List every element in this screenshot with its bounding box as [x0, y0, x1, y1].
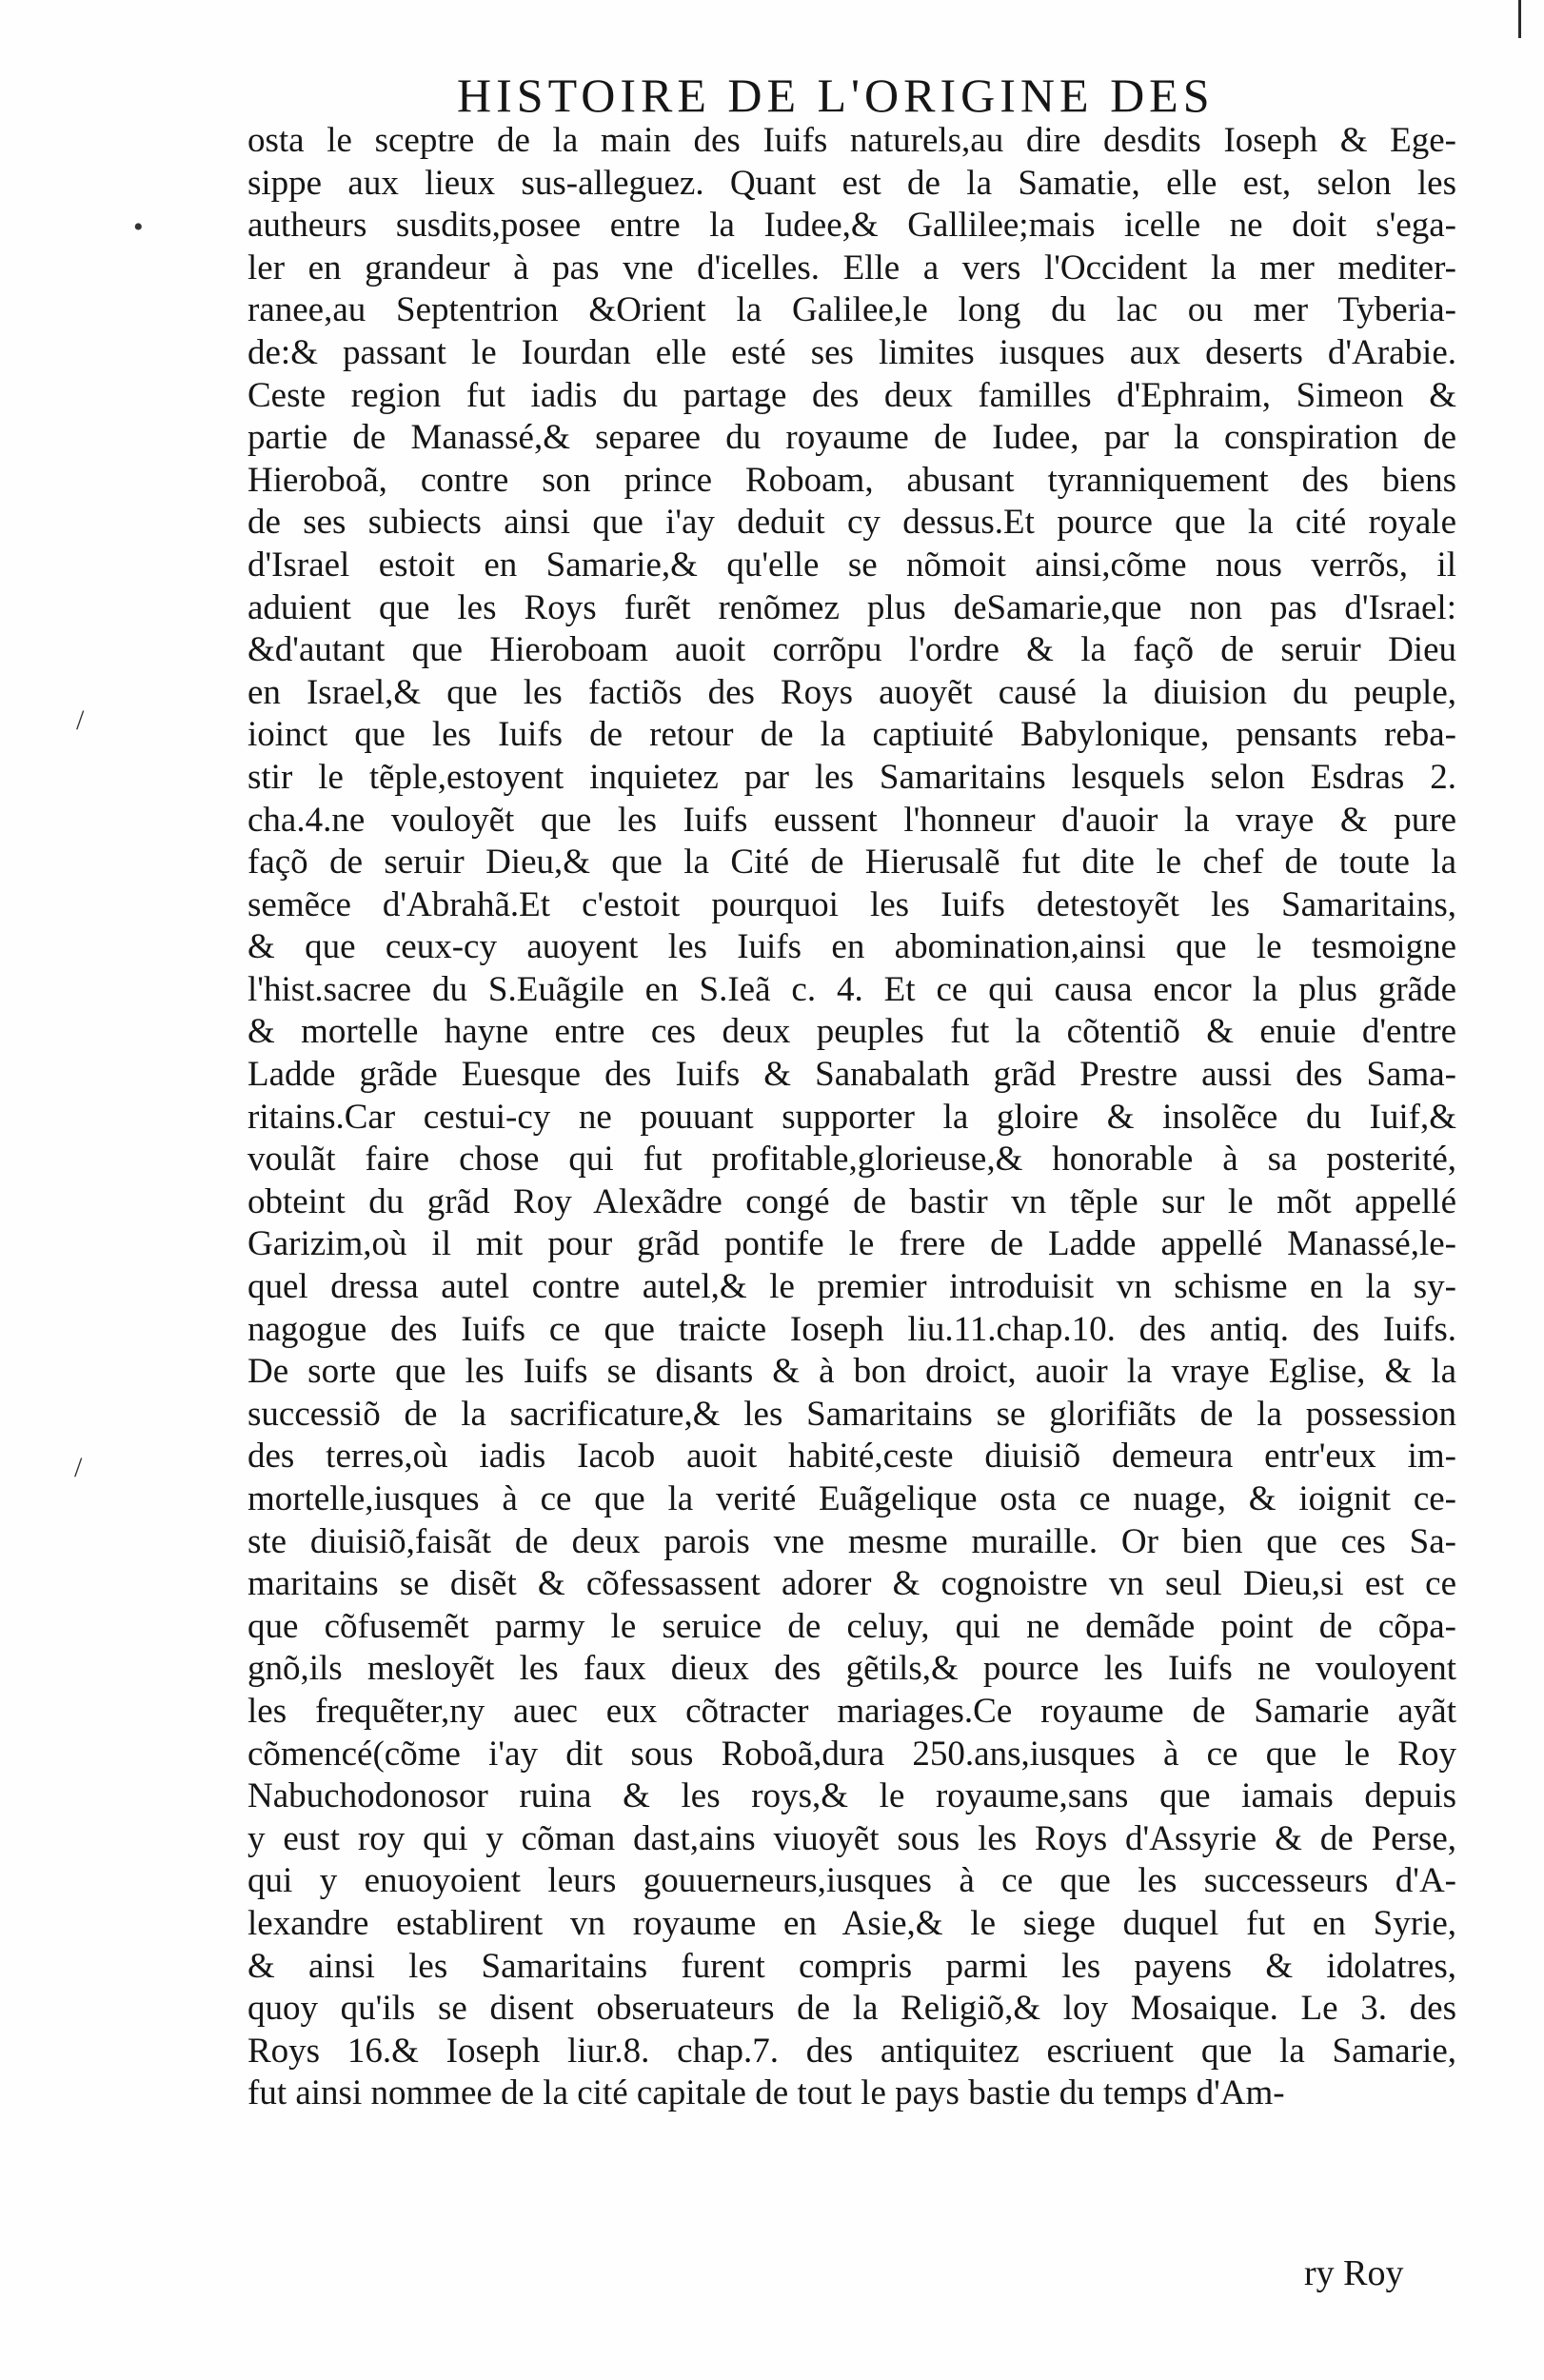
margin-slash-mark-2: /	[74, 1452, 83, 1483]
text-line: maritains se disẽt & cõfessassent adorer & cognoistre vn seul Dieu,si est ce	[247, 1564, 1456, 1604]
text-line: quel dressa autel contre autel,& le premier introduisit vn schisme en la sy-	[247, 1267, 1456, 1307]
text-line: Garizim,où il mit pour grãd pontife le frere de Ladde appellé Manassé,le-	[247, 1224, 1456, 1264]
text-line: y eust roy qui y cõman dast,ains viuoyẽt sous les Roys d'Assyrie & de Perse,	[247, 1818, 1456, 1858]
text-line: fut ainsi nommee de la cité capitale de tout le pays bastie du temps d'Am-	[247, 2073, 1285, 2113]
text-line: ranee,au Septentrion &Orient la Galilee,le long du lac ou mer Tyberia-	[247, 290, 1456, 330]
text-line: ioinct que les Iuifs de retour de la captiuité Babylonique, pensants reba-	[247, 715, 1456, 755]
text-line: semẽce d'Abrahã.Et c'estoit pourquoi les Iuifs detestoyẽt les Samaritains,	[247, 884, 1456, 924]
text-line: Nabuchodonosor ruina & les roys,& le royaume,sans que iamais depuis	[247, 1776, 1456, 1816]
text-line: qui y enuoyoient leurs gouuerneurs,iusques à ce que les successeurs d'A-	[247, 1861, 1456, 1901]
text-line: les frequẽter,ny auec eux cõtracter mariages.Ce royaume de Samarie ayãt	[247, 1691, 1456, 1731]
text-line: stir le tẽple,estoyent inquietez par les Samaritains lesquels selon Esdras 2.	[247, 757, 1456, 797]
text-line: que cõfusemẽt parmy le seruice de celuy, qui ne demãde point de cõpa-	[247, 1606, 1456, 1646]
text-line: osta le sceptre de la main des Iuifs naturels,au dire desdits Ioseph & Ege-	[247, 121, 1456, 160]
text-line: de ses subiects ainsi que i'ay deduit cy dessus.Et pource que la cité royale	[247, 503, 1456, 543]
text-line: &d'autant que Hieroboam auoit corrõpu l'ordre & la façõ de seruir Dieu	[247, 630, 1456, 670]
text-line: ritains.Car cestui-cy ne pouuant supporter la gloire & insolẽce du Iuif,&	[247, 1097, 1456, 1137]
catchword: ry Roy	[1304, 2253, 1404, 2293]
text-line: façõ de seruir Dieu,& que la Cité de Hierusalẽ fut dite le chef de toute la	[247, 843, 1456, 883]
text-line: cõmencé(cõme i'ay dit sous Roboã,dura 250.ans,iusques à ce que le Roy	[247, 1734, 1456, 1774]
text-line: lexandre establirent vn royaume en Asie,& le siege duquel fut en Syrie,	[247, 1903, 1456, 1943]
text-line: des terres,où iadis Iacob auoit habité,ceste diuisiõ demeura entr'eux im-	[247, 1437, 1456, 1477]
text-line: cha.4.ne vouloyẽt que les Iuifs eussent l'honneur d'auoir la vraye & pure	[247, 800, 1456, 840]
text-line: Roys 16.& Ioseph liur.8. chap.7. des antiquitez escriuent que la Samarie,	[247, 2031, 1456, 2071]
text-line: & que ceux-cy auoyent les Iuifs en abomination,ainsi que le tesmoigne	[247, 927, 1456, 967]
text-line: mortelle,iusques à ce que la verité Euãgelique osta ce nuage, & ioignit ce-	[247, 1479, 1456, 1518]
text-line: De sorte que les Iuifs se disants & à bon droict, auoir la vraye Eglise, & la	[247, 1352, 1456, 1392]
body-text	[247, 120, 1456, 2115]
page-edge-mark	[1518, 0, 1521, 38]
text-line: autheurs susdits,posee entre la Iudee,& Gallilee;mais icelle ne doit s'ega-	[247, 206, 1456, 246]
text-line: aduient que les Roys furẽt renõmez plus deSamarie,que non pas d'Israel:	[247, 587, 1456, 627]
margin-slash-mark: /	[76, 704, 85, 736]
text-line: de:& passant le Iourdan elle esté ses limites iusques aux deserts d'Arabie.	[247, 332, 1456, 372]
text-line: & ainsi les Samaritains furent compris parmi les payens & idolatres,	[247, 1946, 1456, 1986]
text-line: Hieroboã, contre son prince Roboam, abusant tyranniquement des biens	[247, 460, 1456, 500]
text-line: successiõ de la sacrificature,& les Samaritains se glorifiãts de la possession	[247, 1394, 1456, 1434]
margin-dot-mark: •	[133, 211, 144, 243]
text-line: d'Israel estoit en Samarie,& qu'elle se nõmoit ainsi,cõme nous verrõs, il	[247, 545, 1456, 585]
text-line: en Israel,& que les factiõs des Roys auoyẽt causé la diuision du peuple,	[247, 672, 1456, 712]
text-line: & mortelle hayne entre ces deux peuples fut la cõtentiõ & enuie d'entre	[247, 1012, 1456, 1052]
text-line: obteint du grãd Roy Alexãdre congé de bastir vn tẽple sur le mõt appellé	[247, 1181, 1456, 1221]
running-head: HISTOIRE DE L'ORIGINE DES	[457, 69, 1215, 122]
text-line: l'hist.sacree du S.Euãgile en S.Ieã c. 4. Et ce qui causa encor la plus grãde	[247, 969, 1456, 1009]
text-line: nagogue des Iuifs ce que traicte Ioseph liu.11.chap.10. des antiq. des Iuifs.	[247, 1309, 1456, 1349]
text-line: gnõ,ils mesloyẽt les faux dieux des gẽtils,& pource les Iuifs ne vouloyent	[247, 1649, 1456, 1689]
text-line: Ladde grãde Euesque des Iuifs & Sanabalath grãd Prestre aussi des Sama-	[247, 1055, 1456, 1095]
text-line: ler en grandeur à pas vne d'icelles. Elle a vers l'Occident la mer mediter-	[247, 248, 1456, 288]
text-line: ste diuisiõ,faisãt de deux parois vne mesme muraille. Or bien que ces Sa-	[247, 1521, 1456, 1561]
text-line: Ceste region fut iadis du partage des deux familles d'Ephraim, Simeon &	[247, 375, 1456, 415]
text-line: voulãt faire chose qui fut profitable,glorieuse,& honorable à sa posterité,	[247, 1140, 1456, 1180]
text-line: quoy qu'ils se disent obseruateurs de la Religiõ,& loy Mosaique. Le 3. des	[247, 1989, 1456, 2029]
text-line: sippe aux lieux sus-alleguez. Quant est de la Samatie, elle est, selon les	[247, 163, 1456, 203]
text-line: partie de Manassé,& separee du royaume de Iudee, par la conspiration de	[247, 418, 1456, 458]
